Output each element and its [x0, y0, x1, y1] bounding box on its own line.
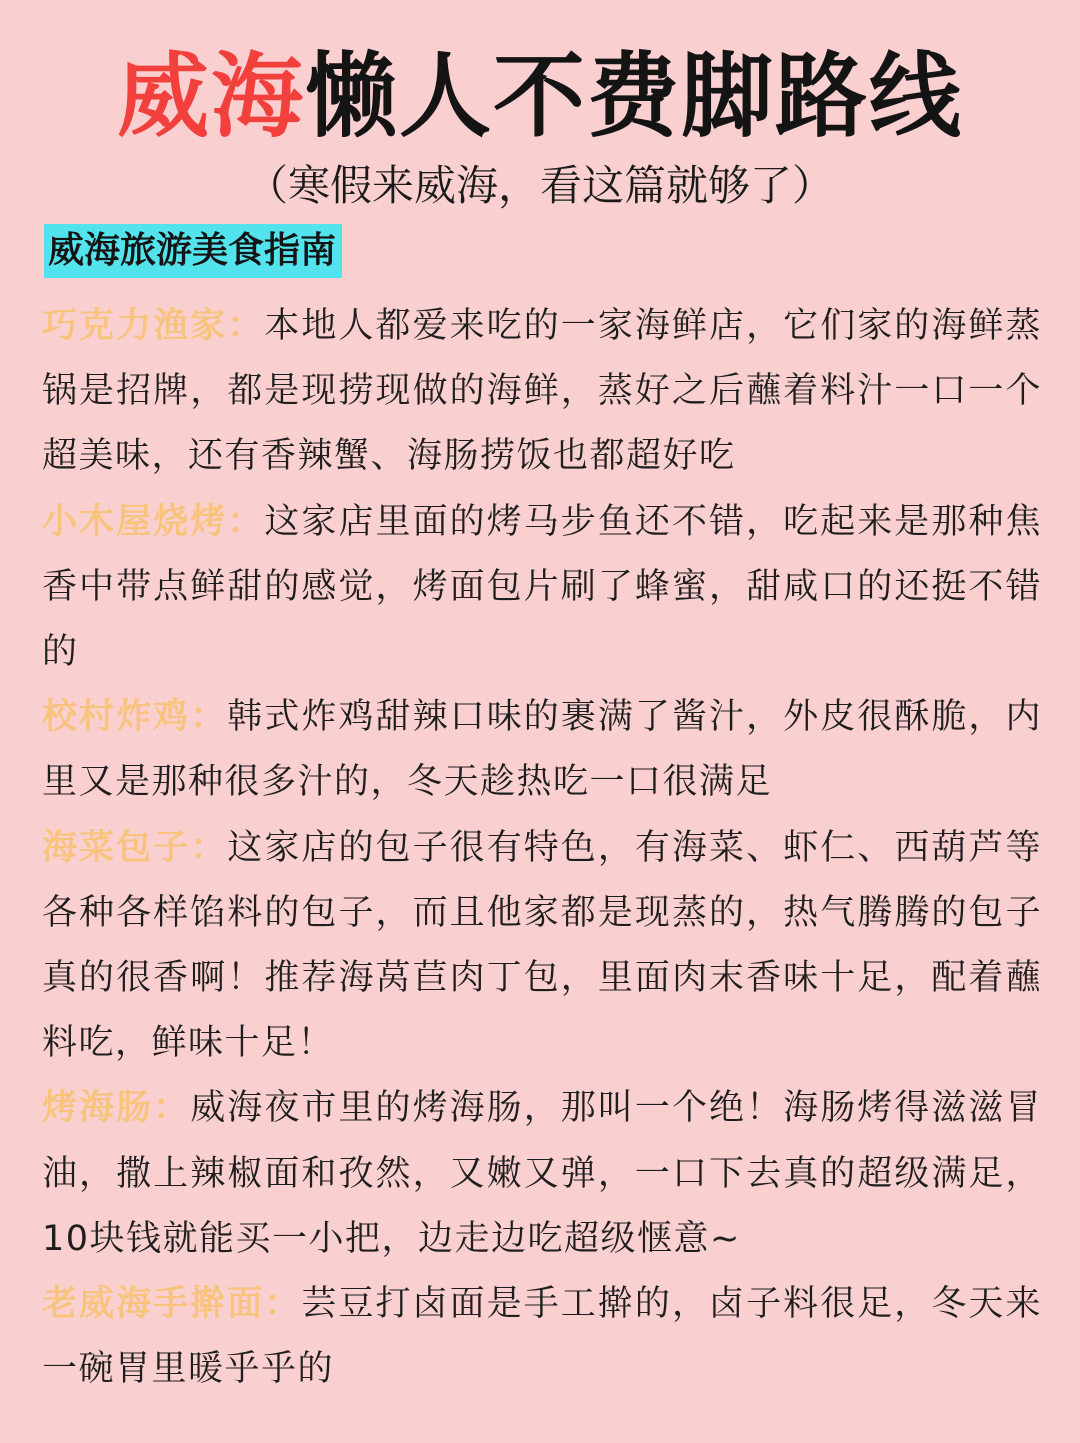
guide-entry [42, 294, 1042, 490]
title-rest: 懒人不费脚路线 [305, 43, 964, 150]
page-subtitle: （寒假来威海，看这篇就够了） [245, 161, 834, 210]
entry-name: 老威海手擀面： [42, 1284, 302, 1325]
entry-text: 这家店的包子很有特色，有海菜、虾仁、西葫芦等各种各样馅料的包子，而且他家都是现蒸的，热气腾腾的包子真的很香啊！推荐海莴苣肉丁包，里面肉末香味十足，配着蘸料吃，鲜味十足！ [42, 827, 1042, 1064]
entry-name: 烤海肠： [42, 1088, 191, 1129]
guide-entry [42, 490, 1042, 686]
entry-text: 威海夜市里的烤海肠，那叫一个绝！海肠烤得滋滋冒油，撒上辣椒面和孜然，又嫩又弹，一口下去真的超级满足，10块钱就能买一小把，边走边吃超级惬意~ [42, 1088, 1042, 1259]
entry-name: 海菜包子： [42, 827, 228, 868]
entry-text: 芸豆打卤面是手工擀的，卤子料很足，冬天来一碗胃里暖乎乎的 [42, 1284, 1042, 1390]
food-guide-list [42, 294, 1042, 1402]
guide-entry [42, 685, 1042, 815]
entry-name: 校村炸鸡： [42, 697, 228, 738]
guide-entry [42, 816, 1042, 1077]
guide-entry [42, 1076, 1042, 1272]
entry-text: 这家店里面的烤马步鱼还不错，吃起来是那种焦香中带点鲜甜的感觉，烤面包片刷了蜂蜜，甜咸口的还挺不错的 [42, 501, 1042, 673]
entry-text: 韩式炸鸡甜辣口味的裹满了酱汁，外皮很酥脆，内里又是那种很多汁的，冬天趁热吃一口很满足 [42, 697, 1042, 803]
title-accent: 威海 [116, 43, 305, 150]
entry-name: 巧克力渔家： [42, 306, 265, 346]
guide-entry [42, 1272, 1042, 1402]
section-tag: 威海旅游美食指南 [44, 224, 342, 278]
entry-name: 小木屋烧烤： [42, 501, 265, 542]
page-title [0, 42, 1080, 152]
entry-text: 本地人都爱来吃的一家海鲜店，它们家的海鲜蒸锅是招牌，都是现捞现做的海鲜，蒸好之后蘸着料汁一口一个超美味，还有香辣蟹、海肠捞饭也都超好吃 [42, 306, 1042, 477]
